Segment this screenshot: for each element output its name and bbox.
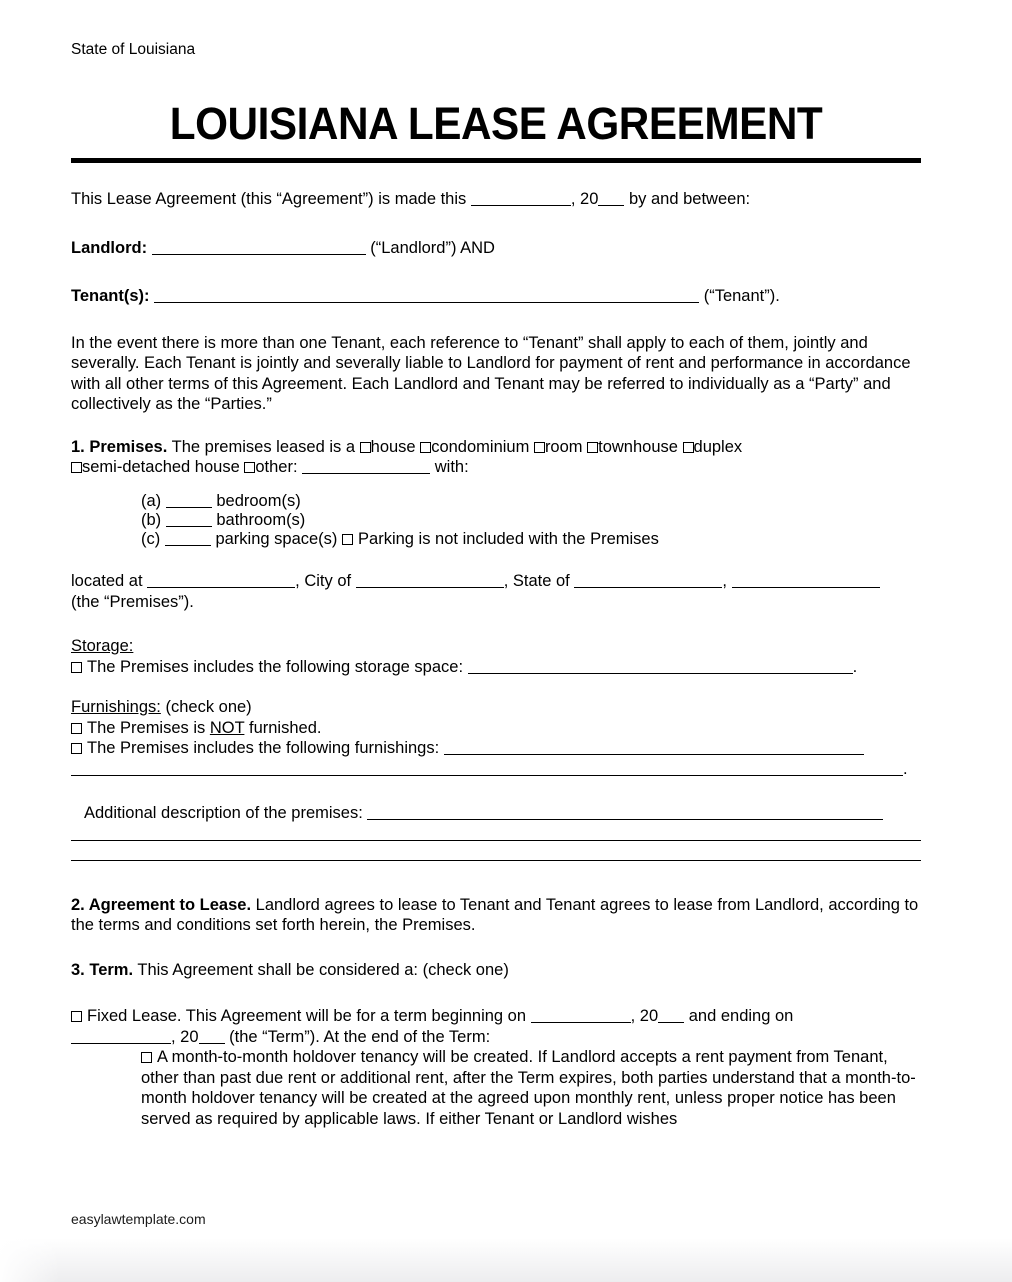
fixed-lease-label-start: Fixed Lease. This Agreement will be for a term beginning on	[87, 1007, 527, 1026]
city-label: , City of	[295, 572, 352, 591]
fixed-lease-label-middle: and ending on	[688, 1007, 794, 1026]
furnishings-heading	[71, 697, 921, 718]
section-1-lead: The premises leased is a	[171, 437, 356, 456]
address-blank[interactable]	[147, 572, 295, 588]
fixed-lease-start-date-blank[interactable]	[531, 1007, 631, 1023]
additional-description-row-2	[71, 824, 921, 845]
section-1-label: 1. Premises.	[71, 437, 168, 456]
additional-description-row-3	[71, 844, 921, 865]
additional-description-blank-3[interactable]	[71, 845, 921, 861]
fixed-lease-start-year-blank[interactable]	[658, 1007, 684, 1023]
other-type-blank[interactable]	[302, 458, 430, 474]
furnishings-heading-label: Furnishings:	[71, 698, 161, 717]
checkbox-includes-furnishings[interactable]	[71, 743, 82, 754]
parking-label: parking space(s)	[215, 530, 338, 549]
storage-description-blank[interactable]	[468, 657, 853, 673]
storage-trailing-period: .	[852, 657, 858, 676]
fixed-lease-year-prefix: , 20	[630, 1007, 659, 1026]
footer-site-name: easylawtemplate.com	[71, 1211, 206, 1227]
bathroom-row	[71, 511, 921, 530]
storage-heading	[71, 636, 921, 657]
furnishings-not-emphasis: NOT	[209, 718, 245, 737]
parking-row	[71, 530, 921, 549]
bathroom-count-blank[interactable]	[166, 511, 212, 527]
bathroom-label: bathroom(s)	[216, 510, 306, 529]
bedroom-row	[71, 492, 921, 511]
premises-closing: (the “Premises”).	[71, 592, 194, 611]
additional-description-blank-1[interactable]	[367, 804, 883, 820]
landlord-line	[71, 238, 921, 259]
furnishings-trailing-period: .	[903, 759, 908, 778]
furnishings-heading-suffix: (check one)	[165, 698, 252, 717]
parking-count-blank[interactable]	[165, 530, 211, 546]
checkbox-other[interactable]	[244, 462, 255, 473]
checkbox-not-furnished[interactable]	[71, 723, 82, 734]
checkbox-room[interactable]	[534, 442, 545, 453]
page-bottom-fade-left	[0, 1238, 60, 1282]
section-3-label: 3. Term.	[71, 960, 134, 979]
fixed-lease-end-date-blank[interactable]	[71, 1027, 171, 1043]
section-2-agreement-to-lease	[71, 895, 921, 936]
furnishings-description-blank-2[interactable]	[71, 759, 903, 775]
bathroom-marker: (b)	[141, 510, 162, 529]
label-no-parking: Parking is not included with the Premises	[358, 530, 659, 549]
bedroom-count-blank[interactable]	[166, 492, 212, 508]
agreement-date-blank[interactable]	[471, 190, 571, 206]
holdover-text: A month-to-month holdover tenancy will be created. If Landlord accepts a rent payment from Tenant, other than past due rent or additional rent, after the Term expires, both parties understand that a month-to-month holdover tenancy will be created at the agreed upon monthly rent, unless proper notice has been served as required by applicable laws. If either Tenant or Landlord wishes	[141, 1048, 916, 1128]
checkbox-no-parking[interactable]	[342, 534, 353, 545]
located-at-label: located at	[71, 572, 143, 591]
tenant-line	[71, 286, 921, 307]
located-at-line: located at , City of , State of ,	[71, 571, 921, 592]
checkbox-holdover-tenancy[interactable]	[141, 1052, 152, 1063]
agreement-date-prefix: This Lease Agreement (this “Agreement”) is made this	[71, 190, 467, 208]
joint-several-paragraph: In the event there is more than one Tenant, each reference to “Tenant” shall apply to each of them, jointly and severally. Each Tenant is jointly and severally liable to Landlord for payment of rent and performance in accordance with all other terms of this Agreement. Each Landlord and Tenant may be referred to individually as a “Party” and collectively as the “Parties.”	[71, 333, 911, 413]
zip-blank[interactable]	[732, 572, 880, 588]
document-content	[71, 0, 921, 1129]
checkbox-storage[interactable]	[71, 662, 82, 673]
agreement-date-suffix: by and between:	[628, 190, 751, 208]
furnishings-not-prefix: The Premises is	[87, 718, 206, 737]
landlord-name-blank[interactable]	[152, 238, 366, 254]
checkbox-townhouse[interactable]	[587, 442, 598, 453]
label-townhouse: townhouse	[598, 437, 678, 456]
city-blank[interactable]	[356, 572, 504, 588]
furnishings-not-row	[71, 718, 921, 739]
storage-option-row	[71, 657, 921, 678]
fixed-lease-year-prefix-2: , 20	[171, 1027, 199, 1046]
section-3-text: This Agreement shall be considered a: (check one)	[137, 960, 509, 979]
agreement-year-blank[interactable]	[598, 190, 624, 206]
tenant-name-blank[interactable]	[154, 287, 699, 303]
fixed-lease-end-year-blank[interactable]	[199, 1027, 225, 1043]
parking-marker: (c)	[141, 530, 161, 549]
page-title: LOUISIANA LEASE AGREEMENT	[169, 98, 823, 149]
state-line: State of Louisiana	[71, 41, 196, 58]
tenant-label: Tenant(s):	[71, 287, 150, 305]
landlord-suffix: (“Landlord”) AND	[370, 238, 495, 257]
state-label: , State of	[503, 572, 570, 591]
landlord-label: Landlord:	[71, 238, 148, 257]
fixed-lease-row	[71, 1006, 921, 1027]
label-other: other:	[255, 458, 298, 476]
label-semi-detached-house: semi-detached house	[82, 458, 240, 476]
tenant-suffix: (“Tenant”).	[703, 287, 780, 305]
furnishings-includes-row	[71, 738, 921, 759]
checkbox-fixed-lease[interactable]	[71, 1011, 82, 1022]
additional-description-label: Additional description of the premises:	[84, 804, 363, 823]
label-with: with:	[434, 458, 469, 476]
holdover-row	[71, 1047, 921, 1129]
label-duplex: duplex	[693, 437, 743, 456]
label-condominium: condominium	[431, 437, 530, 456]
agreement-date-line	[71, 189, 921, 210]
furnishings-description-blank-1[interactable]	[444, 739, 864, 755]
fixed-lease-label-end: (the “Term”). At the end of the Term:	[229, 1027, 491, 1046]
section-3-term	[71, 960, 921, 981]
fixed-lease-row-2	[71, 1027, 921, 1048]
checkbox-condominium[interactable]	[420, 442, 431, 453]
furnishings-not-suffix: furnished.	[249, 718, 322, 737]
section-1-premises-line	[71, 437, 921, 458]
checkbox-house[interactable]	[360, 442, 371, 453]
furnishings-continuation-row	[71, 759, 921, 780]
page-bottom-fade	[0, 1238, 1012, 1282]
storage-option-label: The Premises includes the following storage space:	[87, 657, 464, 676]
section-1-premises-line-2	[71, 457, 921, 478]
state-blank[interactable]	[574, 572, 722, 588]
additional-description-row	[71, 803, 921, 824]
label-room: room	[544, 437, 583, 456]
storage-heading-label: Storage:	[71, 637, 134, 656]
checkbox-semi-detached-house[interactable]	[71, 462, 82, 473]
section-2-label: 2. Agreement to Lease.	[71, 895, 252, 914]
checkbox-duplex[interactable]	[683, 442, 694, 453]
bedroom-marker: (a)	[141, 491, 162, 510]
furnishings-includes-label: The Premises includes the following furnishings:	[87, 739, 440, 758]
additional-description-blank-2[interactable]	[71, 824, 921, 840]
section-2-text: Landlord agrees to lease to Tenant and Tenant agrees to lease from Landlord, according to the terms and conditions set forth herein, the Premises.	[71, 895, 919, 935]
agreement-year-prefix: , 20	[570, 190, 599, 208]
label-house: house	[370, 437, 416, 456]
bedroom-label: bedroom(s)	[216, 491, 301, 510]
